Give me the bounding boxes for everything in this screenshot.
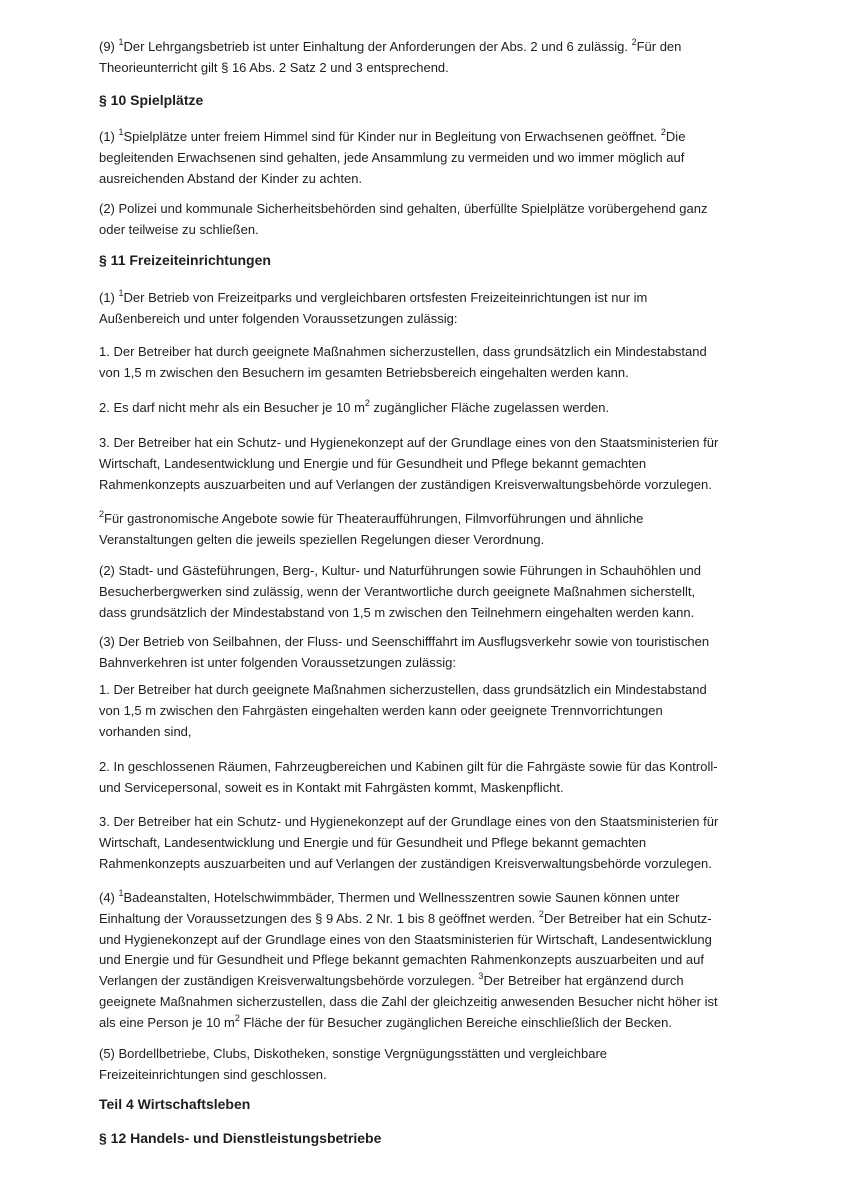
text-span: Freizeiteinrichtungen sind geschlossen. xyxy=(99,1066,327,1082)
text-span: Verlangen der zuständigen Kreisverwaltungsbehörde vorzulegen. xyxy=(99,973,479,989)
text-span: 3. Der Betreiber hat ein Schutz- und Hygienekonzept auf der Grundlage eines von den Staatsministerien für xyxy=(99,814,719,829)
sentence-number: 2 xyxy=(631,37,637,47)
text-span: begleitenden Erwachsenen sind gehalten, jede Ansammlung zu vermeiden und wo immer möglich auf xyxy=(99,149,685,165)
text-span: Einhaltung der Voraussetzungen des § 9 Abs. 2 Nr. 1 bis 8 geöffnet werden. xyxy=(99,910,539,926)
text-line xyxy=(99,582,759,603)
section-heading xyxy=(99,1094,759,1115)
text-span: Für gastronomische Angebote sowie für Theateraufführungen, Filmvorführungen und ähnliche xyxy=(104,511,644,526)
text-line xyxy=(99,148,759,169)
paragraph xyxy=(99,888,759,1034)
paragraph xyxy=(99,509,759,551)
text-line xyxy=(99,398,759,419)
section-heading xyxy=(99,1128,759,1149)
text-span: Wirtschaft, Landesentwicklung und Energie und für Gesundheit und Pflege bekannt gemachten xyxy=(99,455,647,471)
text-line xyxy=(99,950,759,971)
text-span: Bahnverkehren ist unter folgenden Voraussetzungen zulässig: xyxy=(99,654,457,670)
text-span: (4) xyxy=(99,890,119,905)
list-item xyxy=(99,342,759,384)
text-span: § 10 Spielplätze xyxy=(99,92,204,108)
text-line xyxy=(99,37,759,58)
text-span: Teil 4 Wirtschaftsleben xyxy=(99,1096,251,1112)
text-line xyxy=(99,58,759,79)
text-span: 2. Es darf nicht mehr als ein Besucher je 10 m xyxy=(99,400,365,415)
text-line xyxy=(99,288,759,309)
text-span: 2. In geschlossenen Räumen, Fahrzeugbereichen und Kabinen gilt für die Fahrgäste sowie für das Kontroll- xyxy=(99,759,718,774)
text-span: vorhanden sind, xyxy=(99,723,192,739)
text-line xyxy=(99,778,759,799)
text-span: 1. Der Betreiber hat durch geeignete Maßnahmen sicherzustellen, dass grundsätzlich ein Mindestabstand xyxy=(99,344,707,359)
text-span: Der Betreiber hat ein Schutz- xyxy=(543,910,712,926)
text-line xyxy=(99,509,759,530)
paragraph xyxy=(99,37,759,79)
paragraph xyxy=(99,1044,759,1086)
list-item xyxy=(99,433,759,495)
text-line xyxy=(99,530,759,551)
text-span: (5) Bordellbetriebe, Clubs, Diskotheken, sonstige Vergnügungsstätten und vergleichbare xyxy=(99,1046,608,1061)
text-span: (2) Stadt- und Gästeführungen, Berg-, Kultur- und Naturführungen sowie Führungen in Schauhöhlen und xyxy=(99,563,701,578)
sentence-number: 2 xyxy=(660,127,666,137)
text-span: Spielplätze unter freiem Himmel sind für Kinder nur in Begleitung von Erwachsenen geöffnet. xyxy=(123,129,661,144)
text-line xyxy=(99,757,759,778)
text-line xyxy=(99,169,759,190)
list-item xyxy=(99,680,759,742)
text-span: Der Betrieb von Freizeitparks und vergleichbaren ortsfesten Freizeiteinrichtungen ist nur im xyxy=(123,290,648,305)
text-span: § 11 Freizeiteinrichtungen xyxy=(99,252,271,268)
text-line xyxy=(99,220,759,241)
sentence-number: 2 xyxy=(99,509,105,519)
sentence-number: 1 xyxy=(118,288,124,298)
text-line xyxy=(99,475,759,496)
text-line xyxy=(99,90,759,111)
paragraph xyxy=(99,561,759,623)
text-line xyxy=(99,363,759,384)
text-line xyxy=(99,971,759,992)
text-line xyxy=(99,199,759,220)
paragraph xyxy=(99,127,759,189)
text-span: und Servicepersonal, soweit es in Kontakt mit Fahrgästen kommt, Maskenpflicht. xyxy=(99,779,564,795)
text-line xyxy=(99,909,759,930)
text-line xyxy=(99,888,759,909)
text-span: Besucherbergwerken sind zulässig, wenn der Verantwortliche durch geeignete Maßnahmen sicherstellt, xyxy=(99,583,696,599)
text-span: Wirtschaft, Landesentwicklung und Energie und für Gesundheit und Pflege bekannt gemachten xyxy=(99,834,647,850)
text-line xyxy=(99,722,759,743)
sentence-number: 2 xyxy=(364,398,370,408)
text-span: Rahmenkonzepts auszuarbeiten und auf Verlangen der zuständigen Kreisverwaltungsbehörde vorzulegen. xyxy=(99,476,712,492)
text-span: § 12 Handels- und Dienstleistungsbetriebe xyxy=(99,1130,382,1146)
sentence-number: 1 xyxy=(118,37,124,47)
text-line xyxy=(99,1044,759,1065)
text-span: (1) xyxy=(99,290,119,305)
text-span: Außenbereich und unter folgenden Voraussetzungen zulässig: xyxy=(99,310,458,326)
text-line xyxy=(99,603,759,624)
text-line xyxy=(99,680,759,701)
text-span: geeignete Maßnahmen sicherzustellen, dass die Zahl der gleichzeitig anwesenden Besucher nicht höher ist xyxy=(99,993,718,1009)
text-line xyxy=(99,1065,759,1086)
text-span: als eine Person je 10 m xyxy=(99,1014,235,1030)
text-line xyxy=(99,632,759,653)
text-line xyxy=(99,701,759,722)
text-span: Theorieunterricht gilt § 16 Abs. 2 Satz 2 und 3 entsprechend. xyxy=(99,59,449,75)
sentence-number: 2 xyxy=(538,908,544,919)
text-line xyxy=(99,342,759,363)
text-span: und Energie und für Gesundheit und Pflege bekannt gemachten Rahmenkonzepts auszuarbeiten und auf xyxy=(99,952,704,968)
sentence-number: 1 xyxy=(118,888,124,898)
text-span: oder teilweise zu schließen. xyxy=(99,221,259,237)
text-line xyxy=(99,250,759,271)
list-item xyxy=(99,812,759,874)
text-span: (3) Der Betrieb von Seilbahnen, der Fluss- und Seenschifffahrt im Ausflugsverkehr sowie von touristischen xyxy=(99,634,710,649)
text-span: Der Lehrgangsbetrieb ist unter Einhaltung der Anforderungen der Abs. 2 und 6 zulässig. xyxy=(123,39,632,54)
text-line xyxy=(99,1094,759,1115)
text-span: (1) xyxy=(99,129,119,144)
text-line xyxy=(99,127,759,148)
text-span: Rahmenkonzepts auszuarbeiten und auf Verlangen der zuständigen Kreisverwaltungsbehörde vorzulegen. xyxy=(99,855,712,871)
text-span: Badeanstalten, Hotelschwimmbäder, Thermen und Wellnesszentren sowie Saunen können unter xyxy=(123,890,680,905)
text-line xyxy=(99,1013,759,1034)
text-span: dass grundsätzlich der Mindestabstand von 1,5 m zwischen den Teilnehmern eingehalten werden kann. xyxy=(99,604,695,620)
text-span: und Hygienekonzept auf der Grundlage eines von den Staatsministerien für Wirtschaft, Landesentwicklung xyxy=(99,931,712,947)
text-line xyxy=(99,653,759,674)
section-heading xyxy=(99,250,759,271)
paragraph xyxy=(99,632,759,674)
sentence-number: 3 xyxy=(478,971,484,982)
text-span: von 1,5 m zwischen den Besuchern im gesamten Betriebsbereich eingehalten werden kann. xyxy=(99,364,629,380)
text-span: Veranstaltungen gelten die jeweils speziellen Regelungen dieser Verordnung. xyxy=(99,531,545,547)
section-heading xyxy=(99,90,759,111)
text-line xyxy=(99,930,759,951)
sentence-number: 1 xyxy=(118,127,124,137)
text-span: Die xyxy=(665,129,686,144)
text-line xyxy=(99,992,759,1013)
text-span: 3. Der Betreiber hat ein Schutz- und Hygienekonzept auf der Grundlage eines von den Staatsministerien für xyxy=(99,435,719,450)
text-span: (2) Polizei und kommunale Sicherheitsbehörden sind gehalten, überfüllte Spielplätze vorübergehend ganz xyxy=(99,201,708,216)
text-span: von 1,5 m zwischen den Fahrgästen eingehalten werden kann oder geeignete Trennvorrichtungen xyxy=(99,702,663,718)
text-span: Der Betreiber hat ergänzend durch xyxy=(483,973,684,989)
text-span: 1. Der Betreiber hat durch geeignete Maßnahmen sicherzustellen, dass grundsätzlich ein Mindestabstand xyxy=(99,682,707,697)
sentence-number: 2 xyxy=(234,1012,240,1023)
text-line xyxy=(99,1128,759,1149)
list-item xyxy=(99,757,759,799)
text-line xyxy=(99,833,759,854)
list-item xyxy=(99,398,759,419)
text-line xyxy=(99,854,759,875)
text-line xyxy=(99,561,759,582)
text-span: Für den xyxy=(636,39,682,54)
text-line xyxy=(99,812,759,833)
paragraph xyxy=(99,199,759,241)
text-line xyxy=(99,433,759,454)
text-span: (9) xyxy=(99,39,119,54)
text-span: Fläche der für Besucher zugänglichen Bereiche einschließlich der Becken. xyxy=(239,1014,672,1030)
text-span: zugänglicher Fläche zugelassen werden. xyxy=(369,400,610,415)
text-span: ausreichenden Abstand der Kinder zu achten. xyxy=(99,170,363,186)
paragraph xyxy=(99,288,759,330)
text-line xyxy=(99,309,759,330)
text-line xyxy=(99,454,759,475)
